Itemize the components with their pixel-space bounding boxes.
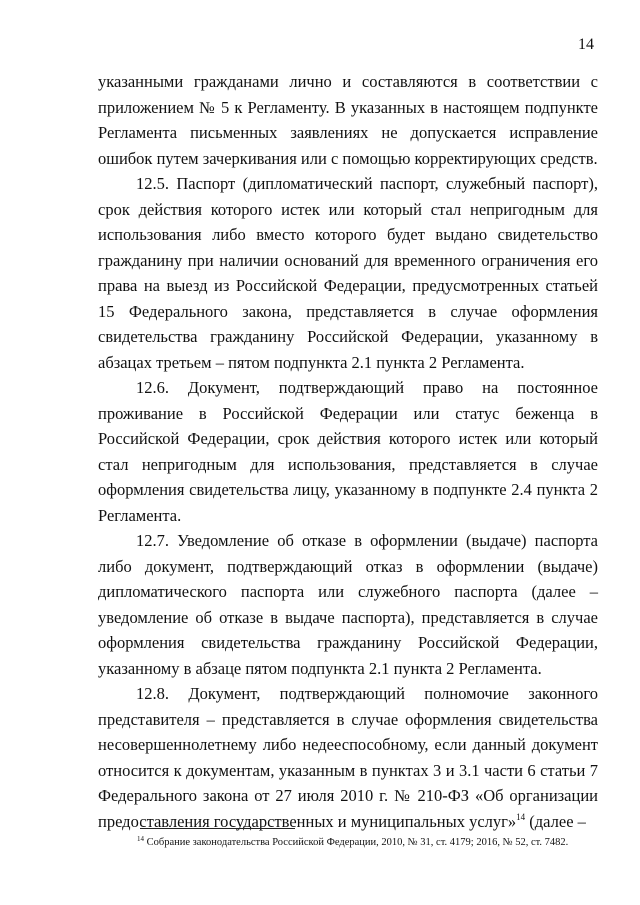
footnote-text: Собрание законодательства Российской Федерации, 2010, № 31, ст. 4179; 2016, № 52, ст. 7482.	[144, 837, 569, 848]
footnote	[137, 836, 607, 850]
paragraph-12-8	[98, 681, 598, 834]
paragraph-12-8-tail: (далее –	[525, 811, 586, 831]
paragraph-12-6: 12.6. Документ, подтверждающий право на постоянное проживание в Российской Федерации или статус беженца в Российской Федерации, срок действия которого истек или который стал непригодным для использования, представляется в случае оформления свидетельства лицу, указанному в подпункте 2.4 пункта 2 Регламента.	[98, 378, 598, 525]
page-number: 14	[578, 36, 594, 53]
body-text	[98, 69, 598, 834]
paragraph-continuation: указанными гражданами лично и составляются в соответствии с приложением № 5 к Регламенту. В указанных в настоящем подпункте Регламента письменных заявлениях не допускается исправление ошибок путем зачеркивания или с помощью корректирующих средств.	[98, 72, 598, 168]
paragraph-12-8-text: 12.8. Документ, подтверждающий полномочие законного представителя – представляется в случае оформления свидетельства несовершеннолетнему либо недееспособному, если данный документ относится к документам, указанным в пунктах 3 и 3.1 части 6 статьи 7 Федерального закона от 27 июля 2010 г. № 210-ФЗ «Об организации предоставления государственных и муниципальных услуг»	[98, 684, 598, 831]
paragraph-12-7: 12.7. Уведомление об отказе в оформлении (выдаче) паспорта либо документ, подтверждающий отказ в оформлении (выдаче) дипломатического паспорта или служебного паспорта (далее – уведомление об отказе в выдаче паспорта), представляется в случае оформления свидетельства гражданину Российской Федерации, указанному в абзаце пятом подпункта 2.1 пункта 2 Регламента.	[98, 531, 598, 678]
footnote-reference[interactable]: 14	[516, 811, 526, 822]
paragraph-12-5: 12.5. Паспорт (дипломатический паспорт, служебный паспорт), срок действия которого истек или который стал непригодным для использования либо вместо которого будет выдано свидетельство гражданину при наличии оснований для временного ограничения его права на выезд из Российской Федерации, предусмотренных статьей 15 Федерального закона, представляется в случае оформления свидетельства гражданину Российской Федерации, указанному в абзацах третьем – пятом подпункта 2.1 пункта 2 Регламента.	[98, 174, 598, 372]
footnote-marker: 14	[137, 835, 144, 843]
footnote-separator	[140, 828, 295, 829]
